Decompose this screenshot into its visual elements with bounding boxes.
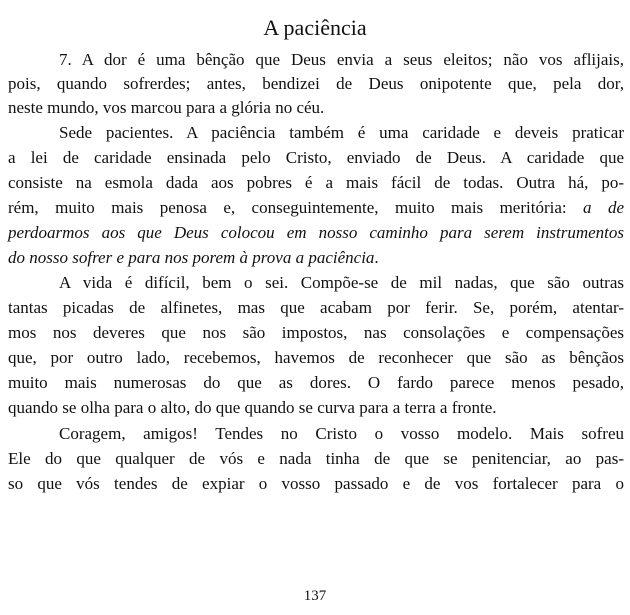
paragraph-4-line-1: Coragem, amigos! Tendes no Cristo o vosso modelo. Mais sofreu	[59, 424, 624, 443]
paragraph-3-line-4: que, por outro lado, recebemos, havemos de reconhecer que são as bênçãos	[8, 348, 624, 367]
page-number: 137	[303, 588, 327, 604]
paragraph-2-line-6-italic: do nosso sofrer e para nos porem à prova a paciência	[8, 248, 375, 267]
paragraph-1-line-2: pois, quando sofrerdes; antes, bendizei de Deus onipotente que, pela dor,	[8, 74, 624, 93]
paragraph-2-line-3: consiste na esmola dada aos pobres é a mais fácil de todas. Outra há, po-	[8, 173, 624, 192]
paragraph-2-line-4-italic: a de	[583, 198, 625, 217]
paragraph-4-line-2: Ele do que qualquer de vós e nada tinha de que se penitenciar, ao pas-	[8, 449, 624, 468]
paragraph-1-line-3: neste mundo, vos marcou para a glória no céu.	[8, 98, 325, 117]
paragraph-3-line-3: mos nos deveres que nos são impostos, nas consolações e compensações	[8, 323, 624, 342]
paragraph-2-line-5: perdoarmos aos que Deus colocou em nosso caminho para serem instrumentos	[8, 223, 624, 242]
paragraph-2-line-6-period: .	[374, 248, 379, 267]
paragraph-3-line-1: A vida é difícil, bem o sei. Compõe-se de mil nadas, que são outras	[59, 273, 624, 292]
paragraph-2-line-2: a lei de caridade ensinada pelo Cristo, enviado de Deus. A caridade que	[8, 148, 624, 167]
paragraph-4-line-3: so que vós tendes de expiar o vosso passado e de vos fortalecer para o	[8, 474, 624, 493]
paragraph-1-line-1: 7. A dor é uma bênção que Deus envia a seus eleitos; não vos aflijais,	[59, 50, 624, 69]
paragraph-2-line-4-text: rém, muito mais penosa e, conseguintemente, muito mais meritória:	[8, 198, 584, 217]
paragraph-2-line-4	[8, 196, 624, 220]
paragraph-3-line-6: quando se olha para o alto, do que quando se curva para a terra a fronte.	[8, 398, 497, 417]
paragraph-3-line-5: muito mais numerosas do que as dores. O fardo parece menos pesado,	[8, 373, 624, 392]
paragraph-2-line-1: Sede pacientes. A paciência também é uma caridade e deveis praticar	[59, 123, 624, 142]
paragraph-3-line-2: tantas picadas de alfinetes, mas que acabam por ferir. Se, porém, atentar-	[8, 298, 624, 317]
paragraph-2-line-6	[8, 246, 624, 270]
chapter-title: A paciência	[263, 15, 367, 40]
